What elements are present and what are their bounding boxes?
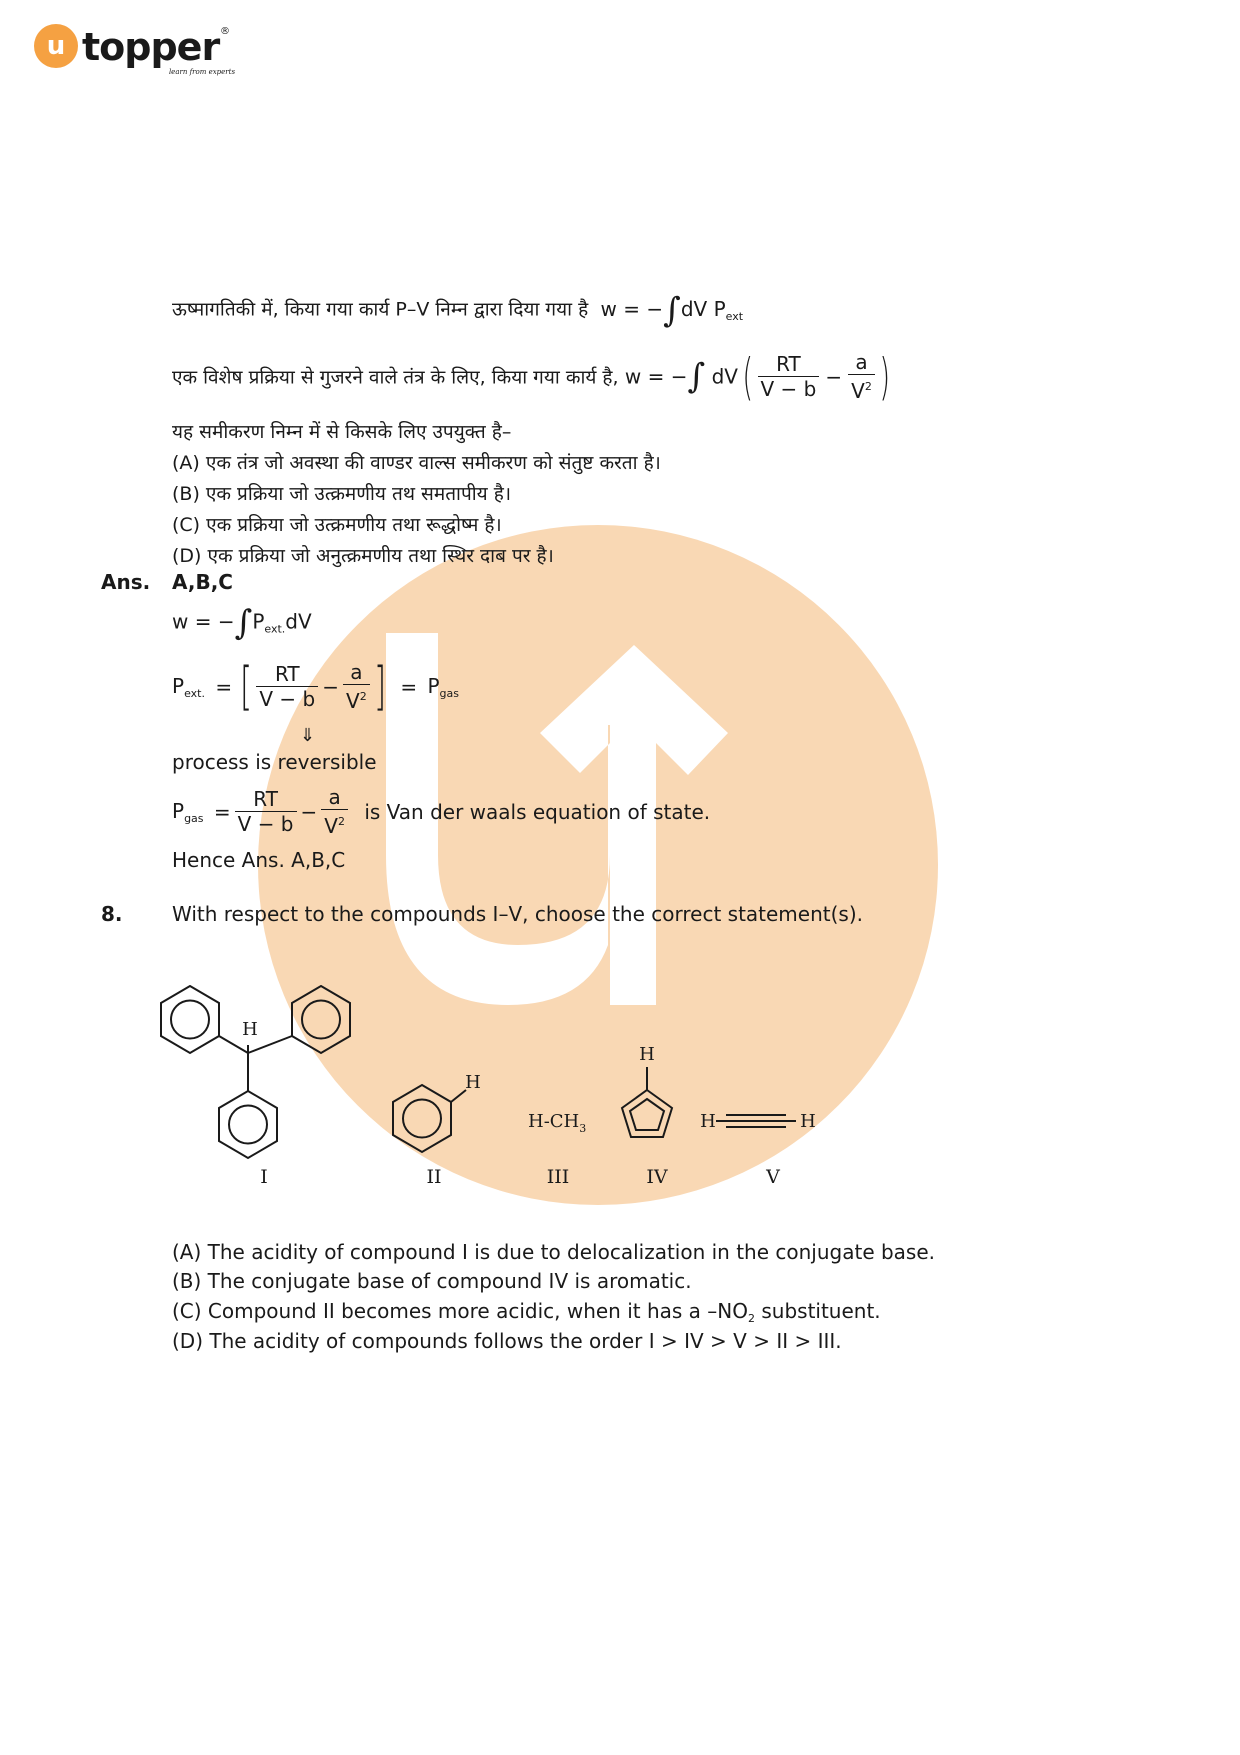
answer-process-text: process is reversible: [172, 750, 377, 774]
question-line-2: [172, 347, 894, 406]
answer-pext-equation: $P_{ext.}$ = [ $\frac{RT}{V - b}$ − $\frac{a}{V^2}$ ] = $P_{gas}$: [172, 656, 460, 717]
question-line-1-text: ऊष्मागतिकी में, किया गया कार्य P–V निम्न द्वारा दिया गया है: [172, 298, 589, 321]
work-formula-2: w = −∫ dV( $\frac{RT}{V - b}$ − $\frac{a}{V^2}$ ): [624, 347, 890, 406]
compound-label-ii: II: [426, 1166, 442, 1188]
question-option-a: (A) एक तंत्र जो अवस्था की वाण्डर वाल्स समीकरण को संतुष्ट करता है।: [172, 452, 661, 474]
question-option-b: (B) एक प्रक्रिया जो उत्क्रमणीय तथ समतापीय है।: [172, 483, 512, 505]
answer-value: A,B,C: [172, 570, 233, 594]
compound-label-i: I: [260, 1166, 268, 1188]
implies-arrow: ⇓: [300, 725, 316, 746]
compound-iv-hydrogen: H: [639, 1044, 655, 1065]
compound-v-structure: [716, 1115, 796, 1127]
logo-brand-text: topper: [82, 25, 220, 69]
question-option-d: (D) एक प्रक्रिया जो अनुत्क्रमणीय तथा स्थिर दाब पर है।: [172, 545, 554, 567]
compound-ii-hydrogen: H: [465, 1072, 481, 1093]
answer-label: Ans.: [101, 570, 151, 594]
work-formula-1: w = −∫dV $P_{ext}$: [600, 290, 744, 330]
logo-tagline: learn from experts: [168, 68, 236, 76]
topper-logo: [32, 22, 242, 84]
logo-badge-letter: u: [46, 31, 66, 61]
q8-number: 8.: [101, 902, 123, 926]
compound-iv-structure: [622, 1067, 672, 1137]
compound-label-iv: IV: [646, 1166, 668, 1188]
answer-work-equation: $w = -\int P_{ext.}dV$: [172, 603, 312, 643]
question-line-2-text: एक विशेष प्रक्रिया से गुजरने वाले तंत्र के लिए, किया गया कार्य है,: [172, 366, 619, 389]
compounds-diagram: [160, 985, 840, 1205]
question-option-c: (C) एक प्रक्रिया जो उत्क्रमणीय तथा रूद्धोष्म है।: [172, 514, 502, 536]
logo-registered-mark: ®: [220, 26, 230, 37]
answer-vdw-equation: $P_{gas}$ = $\frac{RT}{V - b}$ − $\frac{a}{V^2}$ is Van der waals equation of state.: [172, 785, 711, 838]
compound-label-v: V: [766, 1166, 780, 1188]
question-line-1: [172, 290, 744, 330]
q8-option-b: (B) The conjugate base of compound IV is aromatic.: [172, 1269, 692, 1293]
answer-hence: Hence Ans. A,B,C: [172, 848, 346, 872]
compound-iii-formula: $H-CH_3$: [528, 1111, 587, 1135]
q8-text: With respect to the compounds I–V, choose the correct statement(s).: [172, 902, 863, 926]
q8-option-c: (C) Compound II becomes more acidic, when it has a $-NO_2$ substituent.: [172, 1299, 881, 1325]
compound-i-structure: [161, 986, 350, 1158]
compound-label-iii: III: [546, 1166, 570, 1188]
compound-v-hydrogen-right: H: [800, 1111, 816, 1132]
q8-option-a: (A) The acidity of compound I is due to delocalization in the conjugate base.: [172, 1240, 936, 1264]
compound-ii-structure: [393, 1085, 466, 1152]
question-line-3: यह समीकरण निम्न में से किसके लिए उपयुक्त है–: [172, 421, 512, 443]
compound-v-hydrogen-left: H: [700, 1111, 716, 1132]
q8-option-d: (D) The acidity of compounds follows the order I > IV > V > II > III.: [172, 1329, 842, 1353]
compound-i-hydrogen: H: [242, 1019, 258, 1040]
answer-vdw-text: is Van der waals equation of state.: [364, 799, 711, 824]
